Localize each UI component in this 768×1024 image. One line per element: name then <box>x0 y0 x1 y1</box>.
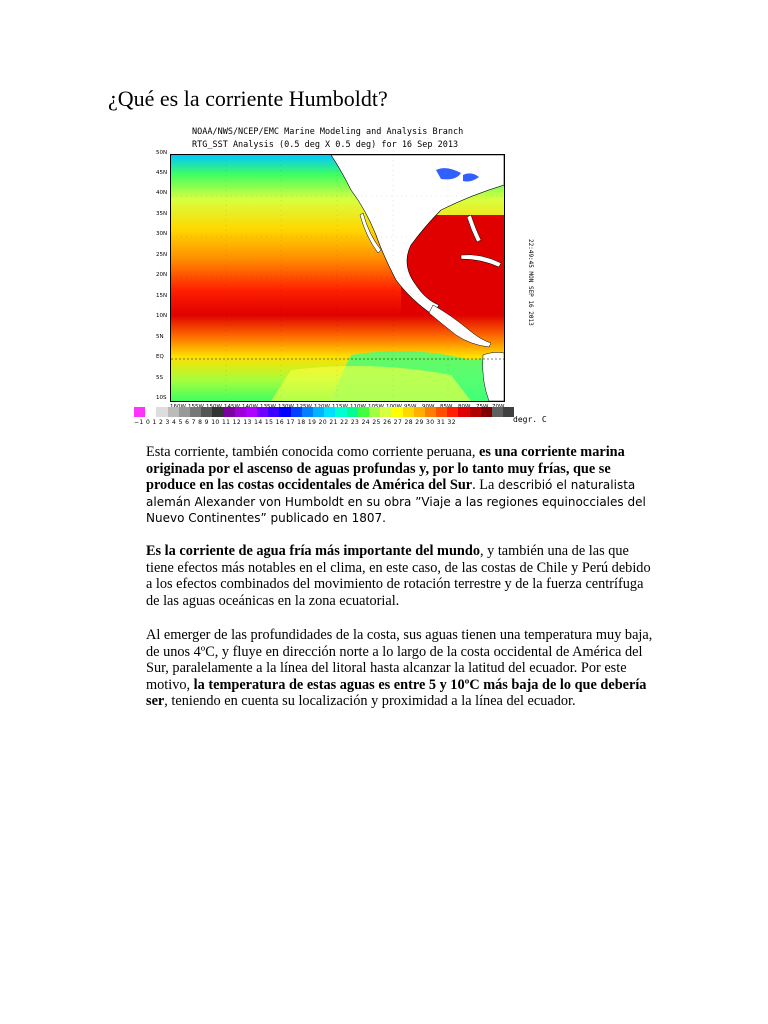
lat-label: 50N <box>156 150 168 156</box>
color-scale-swatch <box>291 407 302 417</box>
color-scale-swatch <box>212 407 223 417</box>
page-title: ¿Qué es la corriente Humboldt? <box>108 86 388 111</box>
lat-label: 25N <box>156 252 168 258</box>
color-scale-bar <box>134 407 514 417</box>
color-scale-swatch <box>391 407 402 417</box>
lat-label: 30N <box>156 231 168 237</box>
lat-label: 5S <box>156 375 163 381</box>
paragraph-3 <box>146 627 658 710</box>
timestamp-stamp: 22:49:45 MON SEP 16 2013 <box>527 239 534 326</box>
lat-label: 5N <box>156 334 164 340</box>
lat-label: 40N <box>156 190 168 196</box>
color-scale-swatch <box>458 407 469 417</box>
color-scale-swatch <box>156 407 167 417</box>
color-scale-unit: degr. C <box>513 415 547 424</box>
color-scale-swatch <box>380 407 391 417</box>
lat-label: 35N <box>156 211 168 217</box>
paragraph-1-text-a: Esta corriente, también conocida como corriente peruana, <box>146 444 480 460</box>
color-scale-swatch <box>302 407 313 417</box>
paragraph-2-bold: Es la corriente de agua fría más importante del mundo <box>146 543 480 559</box>
color-scale-swatch <box>369 407 380 417</box>
color-scale-swatch <box>403 407 414 417</box>
figure-title <box>192 126 463 152</box>
lat-label: 20N <box>156 272 168 278</box>
color-scale-swatch <box>279 407 290 417</box>
color-scale-swatch <box>313 407 324 417</box>
color-scale-swatch <box>201 407 212 417</box>
color-scale-swatch <box>425 407 436 417</box>
color-scale-swatch <box>492 407 503 417</box>
lat-label: 10N <box>156 313 168 319</box>
paragraph-2-text: , y también una de las que tiene efectos más notables en el clima, en este caso, de las costas de Chile y Perú debido a los efectos combinados del movimiento de rotación terrestre y de la fuerza centrífuga de las aguas oceánicas en la zona ecuatorial. <box>146 543 651 609</box>
color-scale-swatch <box>246 407 257 417</box>
figure-title-line2: RTG_SST Analysis (0.5 deg X 0.5 deg) for 16 Sep 2013 <box>192 140 459 150</box>
color-scale-swatch <box>190 407 201 417</box>
lat-label: 45N <box>156 170 168 176</box>
color-scale-labels: −1 0 1 2 3 4 5 6 7 8 9 10 11 12 13 14 15 16 17 18 19 20 21 22 23 24 25 26 27 28 29 30 31 32 <box>134 419 456 426</box>
color-scale-swatch <box>224 407 235 417</box>
color-scale-swatch <box>335 407 346 417</box>
lat-label: EQ <box>156 354 164 360</box>
color-scale-swatch <box>168 407 179 417</box>
color-scale-swatch <box>347 407 358 417</box>
paragraph-1-text-c: describió el naturalista alemán Alexander von Humboldt en su obra ”Viaje a las regiones equinocciales del Nuevo Continentes” publicado en 1807. <box>146 478 646 526</box>
paragraph-2 <box>146 543 658 609</box>
color-scale-swatch <box>436 407 447 417</box>
sst-map-image <box>171 155 504 401</box>
paragraph-1-text-b: . La <box>472 477 498 494</box>
paragraph-3-bold: la temperatura de estas aguas es entre 5 y 10ºC más baja de lo que debería ser <box>146 676 647 710</box>
paragraph-1-bold: es una corriente marina originada por el ascenso de aguas profundas y, por lo tanto muy frías, que se produce en las costas occidentales de América del Sur <box>146 444 625 494</box>
sst-figure <box>130 124 560 426</box>
paragraph-1 <box>146 444 658 527</box>
color-scale-swatch <box>358 407 369 417</box>
color-scale-swatch <box>268 407 279 417</box>
lat-label: 15N <box>156 293 168 299</box>
color-scale-swatch <box>447 407 458 417</box>
paragraph-3-text-b: , teniendo en cuenta su localización y proximidad a la línea del ecuador. <box>164 693 576 710</box>
color-scale-swatch <box>257 407 268 417</box>
color-scale-swatch <box>235 407 246 417</box>
color-scale-swatch <box>324 407 335 417</box>
color-scale-swatch <box>470 407 481 417</box>
color-scale-swatch <box>134 407 145 417</box>
color-scale-swatch <box>481 407 492 417</box>
color-scale-swatch <box>179 407 190 417</box>
paragraph-3-text-a: Al emerger de las profundidades de la costa, sus aguas tienen una temperatura muy baja, de unos 4ºC, y fluye en dirección norte a lo largo de la costa occidental de América del Sur, paralelamente a la línea del litoral hasta alcanzar la latitud del ecuador. Por este motivo, <box>146 627 653 693</box>
sst-map <box>170 154 505 402</box>
figure-title-line1: NOAA/NWS/NCEP/EMC Marine Modeling and Analysis Branch <box>192 127 464 137</box>
color-scale-swatch <box>414 407 425 417</box>
color-scale-swatch <box>145 407 156 417</box>
lat-label: 10S <box>156 395 167 401</box>
